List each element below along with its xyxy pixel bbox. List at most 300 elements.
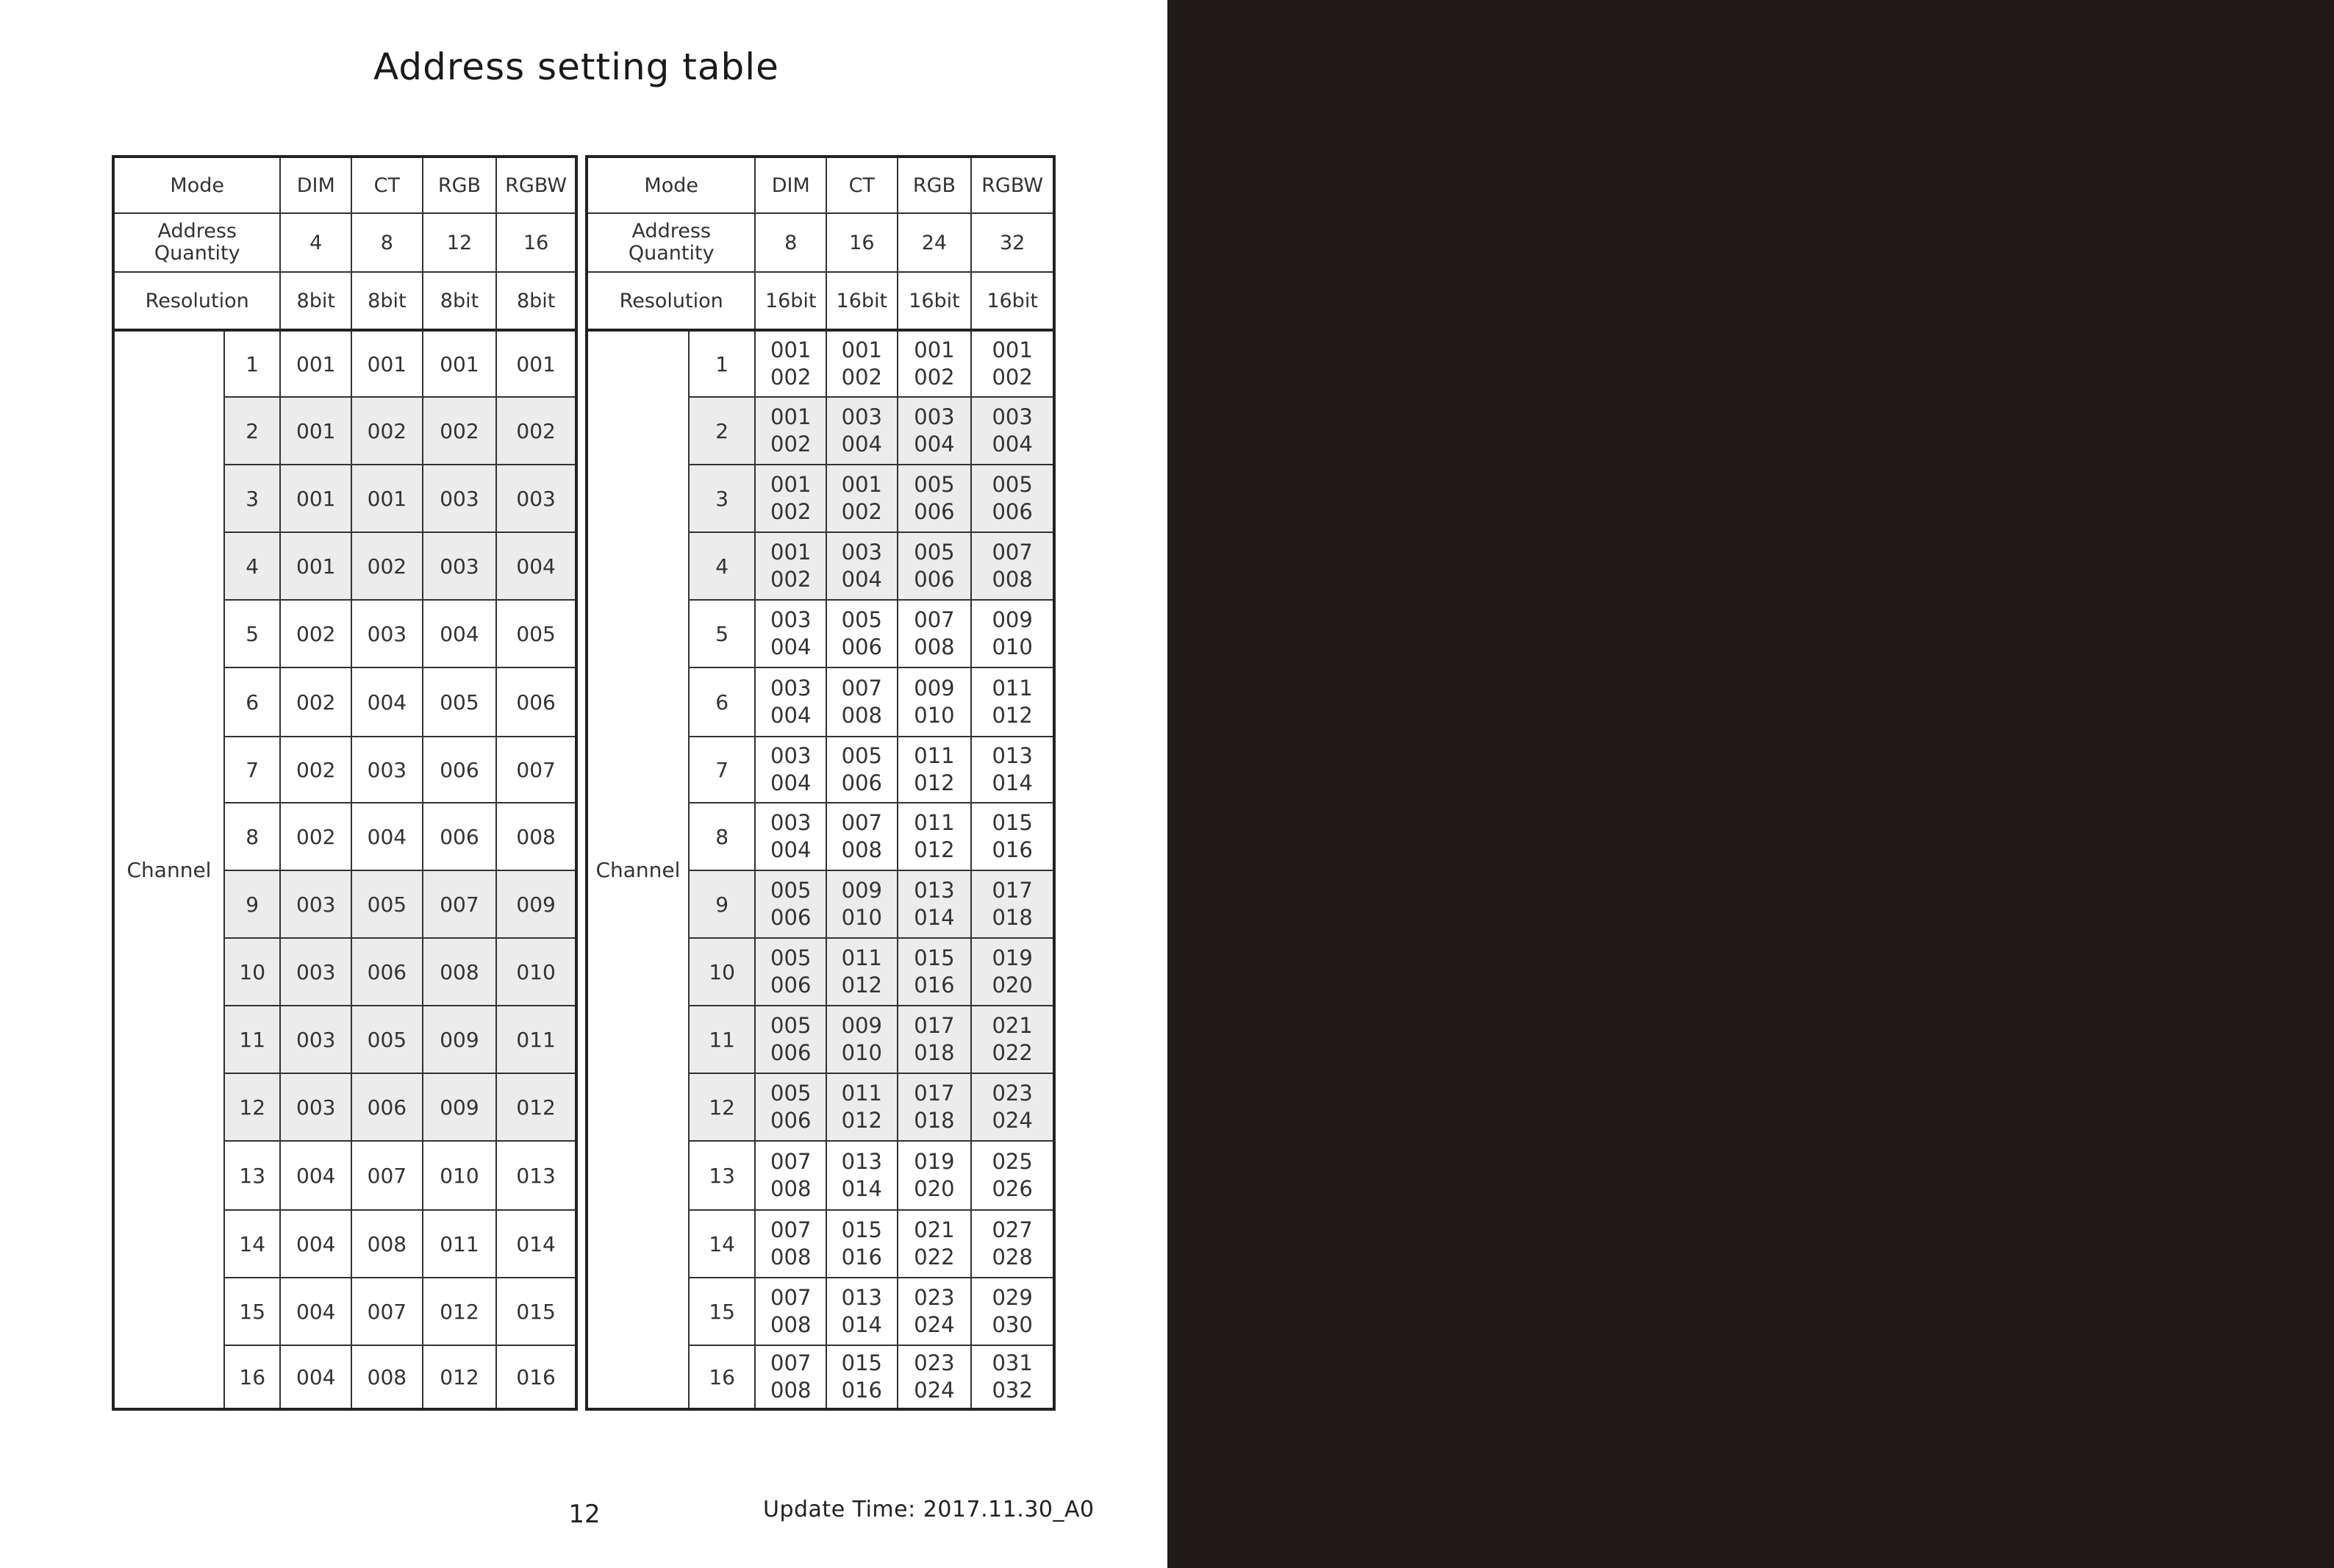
address-cell (755, 1210, 826, 1278)
address-cell: 004 (496, 532, 576, 600)
address-value: 004 (841, 432, 882, 457)
address-value: 018 (914, 1108, 955, 1133)
channel-number: 2 (224, 397, 280, 465)
address-cell (755, 1141, 826, 1210)
address-value: 005 (770, 1081, 812, 1106)
address-value: 015 (841, 1217, 882, 1242)
channel-number: 13 (689, 1141, 756, 1210)
address-cell: 002 (280, 600, 351, 667)
channel-number: 1 (224, 330, 280, 397)
channel-number: 7 (224, 737, 280, 803)
address-cell (971, 532, 1054, 600)
address-cell (826, 600, 898, 667)
address-cell: 002 (280, 737, 351, 803)
address-value: 003 (770, 743, 812, 768)
address-value: 017 (992, 878, 1033, 903)
address-table-8bit (112, 155, 578, 1411)
address-value: 002 (841, 365, 882, 390)
address-quantity-row (113, 213, 576, 272)
channel-number: 14 (689, 1210, 756, 1278)
address-cell (971, 1345, 1054, 1409)
address-cell: 005 (351, 1006, 423, 1073)
update-time: Update Time: 2017.11.30_A0 (763, 1497, 1095, 1522)
address-cell: 005 (351, 870, 423, 938)
address-cell: 003 (280, 1006, 351, 1073)
channel-label: Channel (587, 330, 689, 1409)
address-value: 004 (770, 703, 812, 728)
address-value: 010 (841, 905, 882, 930)
channel-number: 11 (224, 1006, 280, 1073)
address-cell: 010 (423, 1141, 497, 1210)
address-value: 005 (770, 1013, 812, 1038)
address-value: 013 (992, 743, 1033, 768)
address-value: 007 (770, 1285, 812, 1310)
resolution-value: 8bit (351, 272, 423, 330)
address-cell: 004 (280, 1345, 351, 1409)
address-value: 028 (992, 1245, 1033, 1270)
address-cell: 003 (423, 532, 497, 600)
address-cell: 011 (496, 1006, 576, 1073)
address-cell: 002 (351, 532, 423, 600)
channel-number: 4 (224, 532, 280, 600)
address-cell (826, 397, 898, 465)
channel-number: 10 (689, 938, 756, 1006)
address-cell: 002 (423, 397, 497, 465)
address-value: 006 (770, 1108, 812, 1133)
address-value: 008 (770, 1176, 812, 1201)
address-value: 007 (770, 1350, 812, 1375)
address-quantity-value: 8 (755, 213, 826, 272)
address-cell (826, 667, 898, 737)
address-cell: 007 (351, 1141, 423, 1210)
address-cell (898, 330, 972, 397)
address-cell (826, 532, 898, 600)
address-value: 001 (770, 540, 812, 565)
address-quantity-value: 32 (971, 213, 1054, 272)
mode-row (587, 157, 1054, 213)
mode-rgbw: RGBW (971, 157, 1054, 213)
address-cell (898, 1006, 972, 1073)
address-quantity-value: 4 (280, 213, 351, 272)
address-cell (971, 737, 1054, 803)
address-cell (755, 1345, 826, 1409)
page-number: 12 (568, 1500, 601, 1529)
address-cell: 007 (351, 1278, 423, 1345)
address-value: 024 (914, 1378, 955, 1403)
address-cell (755, 330, 826, 397)
resolution-label: Resolution (587, 272, 755, 330)
address-cell (755, 938, 826, 1006)
address-value: 001 (770, 404, 812, 429)
address-value: 001 (770, 337, 812, 362)
address-value: 014 (841, 1176, 882, 1201)
address-quantity-row (587, 213, 1054, 272)
address-cell: 012 (496, 1073, 576, 1141)
address-value: 006 (841, 770, 882, 795)
address-value: 008 (841, 703, 882, 728)
address-cell: 014 (496, 1210, 576, 1278)
channel-number: 16 (689, 1345, 756, 1409)
address-cell (971, 1073, 1054, 1141)
address-value: 008 (770, 1378, 812, 1403)
address-cell (755, 1073, 826, 1141)
channel-label: Channel (113, 330, 224, 1409)
address-cell: 012 (423, 1278, 497, 1345)
resolution-value: 16bit (898, 272, 972, 330)
resolution-value: 8bit (423, 272, 497, 330)
address-value: 011 (841, 1081, 882, 1106)
address-value: 003 (841, 540, 882, 565)
address-quantity-label (113, 213, 280, 272)
channel-number: 9 (689, 870, 756, 938)
address-value: 029 (992, 1285, 1033, 1310)
address-value: 014 (841, 1312, 882, 1337)
address-value: 013 (841, 1285, 882, 1310)
address-value: 024 (992, 1108, 1033, 1133)
address-value: 016 (841, 1378, 882, 1403)
address-cell: 006 (423, 737, 497, 803)
channel-number: 11 (689, 1006, 756, 1073)
channel-row (587, 330, 1054, 397)
address-cell: 008 (423, 938, 497, 1006)
address-cell: 003 (351, 737, 423, 803)
address-value: 004 (992, 432, 1033, 457)
resolution-value: 16bit (826, 272, 898, 330)
address-cell: 001 (280, 330, 351, 397)
address-value: 005 (914, 472, 955, 497)
address-cell (755, 532, 826, 600)
address-cell (898, 600, 972, 667)
address-cell: 001 (351, 330, 423, 397)
address-cell (898, 1210, 972, 1278)
channel-number: 5 (689, 600, 756, 667)
address-value: 008 (914, 634, 955, 659)
address-cell (898, 397, 972, 465)
address-value: 004 (770, 634, 812, 659)
address-value: 031 (992, 1350, 1033, 1375)
address-cell (826, 803, 898, 870)
address-value: 012 (992, 703, 1033, 728)
address-cell: 006 (351, 938, 423, 1006)
address-cell: 001 (280, 397, 351, 465)
address-value: 001 (841, 472, 882, 497)
address-value: 003 (770, 607, 812, 632)
address-value: 002 (770, 567, 812, 592)
address-cell: 001 (280, 532, 351, 600)
address-cell: 009 (496, 870, 576, 938)
address-quantity-label-line2: Quantity (628, 242, 715, 265)
address-cell (755, 600, 826, 667)
address-value: 006 (770, 1040, 812, 1065)
address-value: 010 (992, 634, 1033, 659)
address-value: 026 (992, 1176, 1033, 1201)
resolution-value: 16bit (755, 272, 826, 330)
address-value: 010 (914, 703, 955, 728)
address-value: 012 (841, 1108, 882, 1133)
address-cell (826, 1073, 898, 1141)
address-value: 020 (914, 1176, 955, 1201)
address-cell (826, 1278, 898, 1345)
address-quantity-label-line1: Address (631, 220, 711, 243)
address-cell: 011 (423, 1210, 497, 1278)
address-value: 019 (914, 1149, 955, 1174)
address-value: 011 (992, 676, 1033, 701)
address-value: 007 (770, 1217, 812, 1242)
address-cell: 016 (496, 1345, 576, 1409)
address-value: 024 (914, 1312, 955, 1337)
address-value: 008 (841, 837, 882, 862)
address-value: 002 (992, 365, 1033, 390)
channel-number: 6 (689, 667, 756, 737)
channel-number: 8 (689, 803, 756, 870)
address-value: 015 (914, 945, 955, 970)
address-value: 009 (914, 676, 955, 701)
address-cell: 009 (423, 1073, 497, 1141)
address-value: 003 (770, 676, 812, 701)
address-value: 005 (770, 945, 812, 970)
address-value: 008 (770, 1245, 812, 1270)
address-value: 013 (841, 1149, 882, 1174)
address-value: 001 (841, 337, 882, 362)
address-value: 016 (992, 837, 1033, 862)
address-cell (971, 600, 1054, 667)
mode-ct: CT (826, 157, 898, 213)
address-value: 017 (914, 1013, 955, 1038)
address-value: 002 (841, 499, 882, 524)
channel-number: 9 (224, 870, 280, 938)
address-cell: 003 (351, 600, 423, 667)
address-cell (826, 1345, 898, 1409)
address-value: 023 (914, 1350, 955, 1375)
address-cell (898, 803, 972, 870)
address-value: 009 (992, 607, 1033, 632)
address-value: 011 (914, 743, 955, 768)
address-quantity-value: 24 (898, 213, 972, 272)
address-value: 006 (914, 499, 955, 524)
address-value: 015 (992, 810, 1033, 835)
address-value: 020 (992, 973, 1033, 998)
address-value: 015 (841, 1350, 882, 1375)
address-cell: 008 (351, 1345, 423, 1409)
address-value: 007 (992, 540, 1033, 565)
address-cell: 004 (280, 1141, 351, 1210)
address-value: 006 (770, 905, 812, 930)
mode-rgb: RGB (898, 157, 972, 213)
channel-number: 16 (224, 1345, 280, 1409)
address-cell: 010 (496, 938, 576, 1006)
address-cell (898, 870, 972, 938)
address-value: 007 (770, 1149, 812, 1174)
address-value: 022 (914, 1245, 955, 1270)
channel-number: 5 (224, 600, 280, 667)
mode-ct: CT (351, 157, 423, 213)
address-cell (971, 1006, 1054, 1073)
address-quantity-value: 16 (826, 213, 898, 272)
address-cell: 007 (423, 870, 497, 938)
channel-row (113, 330, 576, 397)
address-cell (971, 465, 1054, 532)
address-cell: 002 (280, 803, 351, 870)
address-value: 027 (992, 1217, 1033, 1242)
address-value: 014 (992, 770, 1033, 795)
address-cell: 003 (280, 938, 351, 1006)
address-value: 005 (770, 878, 812, 903)
address-value: 005 (841, 743, 882, 768)
resolution-row (587, 272, 1054, 330)
channel-number: 15 (689, 1278, 756, 1345)
address-cell (755, 1006, 826, 1073)
address-cell: 002 (280, 667, 351, 737)
address-cell (826, 938, 898, 1006)
address-value: 006 (770, 973, 812, 998)
address-value: 005 (992, 472, 1033, 497)
address-value: 005 (914, 540, 955, 565)
address-cell: 006 (496, 667, 576, 737)
address-value: 018 (914, 1040, 955, 1065)
address-quantity-value: 8 (351, 213, 423, 272)
channel-number: 12 (224, 1073, 280, 1141)
channel-number: 7 (689, 737, 756, 803)
address-value: 010 (841, 1040, 882, 1065)
page-title: Address setting table (373, 46, 779, 88)
address-cell: 006 (423, 803, 497, 870)
address-cell (971, 667, 1054, 737)
address-cell (755, 1278, 826, 1345)
address-cell (898, 532, 972, 600)
address-cell: 005 (423, 667, 497, 737)
address-cell: 008 (351, 1210, 423, 1278)
address-value: 009 (841, 1013, 882, 1038)
address-value: 016 (914, 973, 955, 998)
channel-number: 6 (224, 667, 280, 737)
address-quantity-label-line1: Address (157, 220, 237, 243)
address-value: 021 (914, 1217, 955, 1242)
address-value: 012 (914, 837, 955, 862)
address-value: 023 (914, 1285, 955, 1310)
address-value: 003 (770, 810, 812, 835)
address-value: 006 (841, 634, 882, 659)
address-quantity-label-line2: Quantity (154, 242, 240, 265)
resolution-row (113, 272, 576, 330)
address-cell: 013 (496, 1141, 576, 1210)
address-cell (898, 1278, 972, 1345)
address-cell: 001 (351, 465, 423, 532)
channel-number: 15 (224, 1278, 280, 1345)
address-cell: 004 (423, 600, 497, 667)
mode-label: Mode (587, 157, 755, 213)
address-cell (971, 1210, 1054, 1278)
address-cell (971, 1141, 1054, 1210)
address-cell: 012 (423, 1345, 497, 1409)
address-cell: 001 (423, 330, 497, 397)
address-value: 003 (841, 404, 882, 429)
address-value: 025 (992, 1149, 1033, 1174)
address-value: 008 (770, 1312, 812, 1337)
channel-number: 1 (689, 330, 756, 397)
address-cell (826, 1141, 898, 1210)
address-quantity-value: 16 (496, 213, 576, 272)
address-cell (755, 737, 826, 803)
address-cell (898, 1345, 972, 1409)
channel-number: 3 (689, 465, 756, 532)
address-value: 011 (914, 810, 955, 835)
address-value: 012 (841, 973, 882, 998)
address-cell (826, 465, 898, 532)
channel-number: 2 (689, 397, 756, 465)
resolution-value: 16bit (971, 272, 1054, 330)
address-cell: 005 (496, 600, 576, 667)
address-cell (755, 397, 826, 465)
address-value: 007 (841, 676, 882, 701)
address-value: 002 (914, 365, 955, 390)
address-cell (898, 938, 972, 1006)
address-cell (826, 737, 898, 803)
address-value: 018 (992, 905, 1033, 930)
address-value: 030 (992, 1312, 1033, 1337)
address-value: 032 (992, 1378, 1033, 1403)
address-value: 005 (841, 607, 882, 632)
channel-number: 4 (689, 532, 756, 600)
address-value: 014 (914, 905, 955, 930)
address-cell (755, 870, 826, 938)
address-cell: 004 (280, 1210, 351, 1278)
dark-panel (1167, 0, 2334, 1568)
address-cell: 004 (280, 1278, 351, 1345)
mode-rgb: RGB (423, 157, 497, 213)
address-value: 001 (914, 337, 955, 362)
address-value: 021 (992, 1013, 1033, 1038)
address-table-16bit (585, 155, 1056, 1411)
address-cell (971, 870, 1054, 938)
address-cell (971, 938, 1054, 1006)
address-cell: 003 (280, 1073, 351, 1141)
address-cell (898, 1073, 972, 1141)
address-value: 003 (992, 404, 1033, 429)
address-cell: 001 (496, 330, 576, 397)
address-cell (898, 1141, 972, 1210)
mode-dim: DIM (280, 157, 351, 213)
address-value: 002 (770, 432, 812, 457)
address-value: 019 (992, 945, 1033, 970)
address-cell: 003 (423, 465, 497, 532)
channel-number: 8 (224, 803, 280, 870)
address-value: 004 (841, 567, 882, 592)
resolution-label: Resolution (113, 272, 280, 330)
address-cell (826, 1006, 898, 1073)
address-value: 006 (992, 499, 1033, 524)
address-value: 004 (770, 837, 812, 862)
address-quantity-label (587, 213, 755, 272)
address-cell: 001 (280, 465, 351, 532)
address-value: 016 (841, 1245, 882, 1270)
address-cell (826, 330, 898, 397)
address-value: 013 (914, 878, 955, 903)
address-value: 001 (992, 337, 1033, 362)
address-cell: 002 (351, 397, 423, 465)
mode-rgbw: RGBW (496, 157, 576, 213)
address-cell: 008 (496, 803, 576, 870)
address-value: 012 (914, 770, 955, 795)
resolution-value: 8bit (280, 272, 351, 330)
address-value: 022 (992, 1040, 1033, 1065)
address-value: 006 (914, 567, 955, 592)
address-cell: 007 (496, 737, 576, 803)
address-cell (971, 330, 1054, 397)
channel-number: 3 (224, 465, 280, 532)
address-cell (898, 667, 972, 737)
address-value: 003 (914, 404, 955, 429)
address-value: 002 (770, 499, 812, 524)
